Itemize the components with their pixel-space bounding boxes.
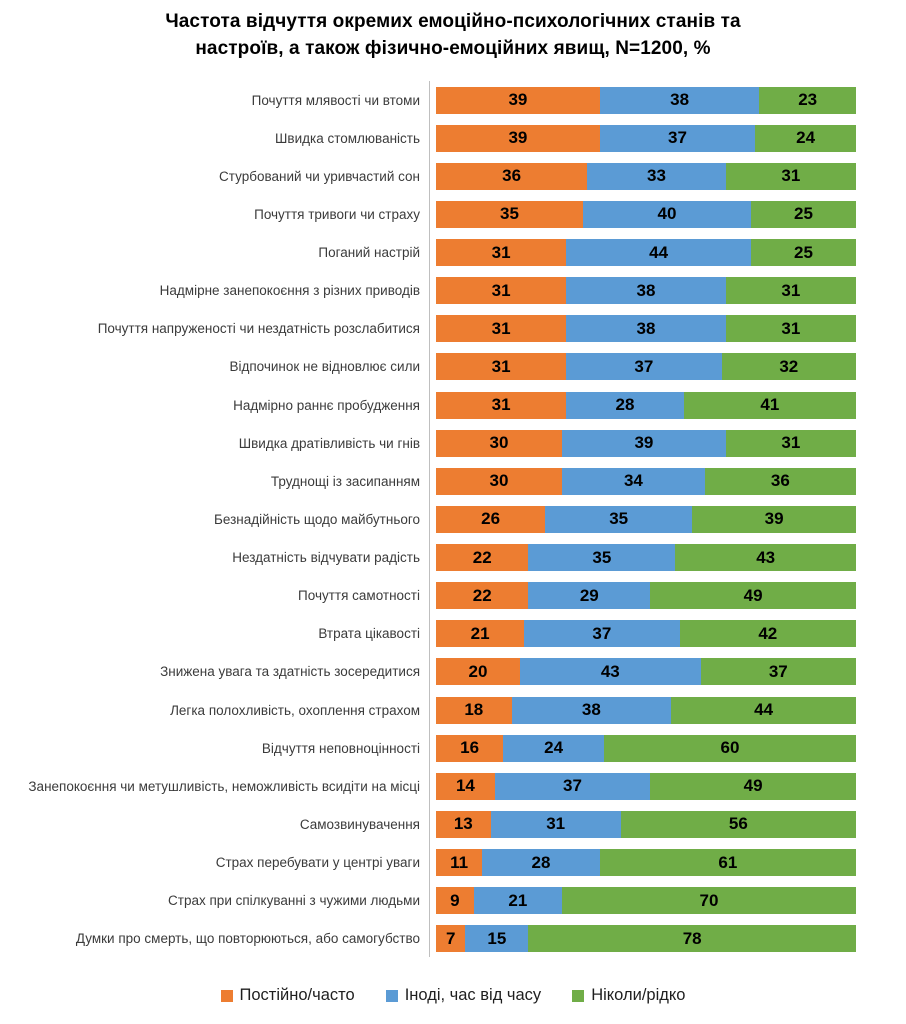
value-label: 20: [468, 661, 488, 681]
bar-segment-never-rarely: [722, 353, 856, 380]
chart-row: [0, 577, 906, 615]
legend-item-never-rarely: [572, 986, 685, 1005]
chart-row: [0, 386, 906, 424]
bar-track: [436, 849, 856, 876]
value-label: 35: [500, 204, 519, 224]
category-label: Страх при спілкуванні з чужими людьми: [168, 893, 420, 909]
value-label: 37: [668, 128, 687, 148]
chart-row: [0, 882, 906, 920]
bar-segment-never-rarely: [600, 849, 856, 876]
bar-segment-sometimes: [562, 430, 726, 457]
value-label: 38: [670, 90, 690, 110]
value-label: 18: [464, 700, 484, 720]
bar-track: [436, 239, 856, 266]
legend-label: Ніколи/рідко: [591, 986, 686, 1004]
value-label: 24: [544, 738, 564, 758]
bar-segment-constantly-often: [436, 849, 482, 876]
bar-segment-constantly-often: [436, 239, 566, 266]
bar-segment-never-rarely: [671, 697, 856, 724]
bar-track: [436, 658, 856, 685]
bar-segment-constantly-often: [436, 582, 528, 609]
bar-segment-constantly-often: [436, 811, 491, 838]
bar-segment-sometimes: [566, 315, 726, 342]
bar-segment-constantly-often: [436, 773, 495, 800]
bar-track: [436, 353, 856, 380]
bar-segment-never-rarely: [650, 773, 856, 800]
legend: [0, 986, 906, 1005]
bar-track: [436, 620, 856, 647]
value-label: 61: [718, 852, 738, 872]
bar-segment-constantly-often: [436, 87, 600, 114]
bar-segment-sometimes: [566, 239, 751, 266]
category-label: Занепокоєння чи метушливість, неможливість всидіти на місці: [28, 778, 420, 794]
bar-segment-sometimes: [474, 887, 562, 914]
bar-segment-constantly-often: [436, 353, 566, 380]
bar-track: [436, 163, 856, 190]
bar-track: [436, 201, 856, 228]
chart-title: [0, 8, 906, 62]
value-label: 33: [647, 166, 666, 186]
value-label: 31: [546, 814, 566, 834]
category-label: Знижена увага та здатність зосередитися: [160, 664, 420, 680]
value-label: 34: [623, 471, 643, 491]
chart-row: [0, 119, 906, 157]
legend-swatch-never-rarely: [572, 990, 584, 1002]
bar-segment-never-rarely: [726, 163, 856, 190]
value-label: 31: [781, 166, 801, 186]
chart-row: [0, 234, 906, 272]
chart-row: [0, 157, 906, 195]
chart-row: [0, 653, 906, 691]
value-label: 9: [450, 890, 460, 910]
chart-row: [0, 348, 906, 386]
value-label: 37: [768, 661, 788, 681]
legend-label: Постійно/часто: [239, 986, 355, 1004]
bar-segment-never-rarely: [726, 315, 856, 342]
value-label: 39: [508, 128, 528, 148]
legend-item-constantly-often: [221, 986, 355, 1005]
bar-track: [436, 392, 856, 419]
bar-track: [436, 125, 856, 152]
bar-segment-sometimes: [583, 201, 751, 228]
value-label: 37: [634, 356, 654, 376]
bar-segment-constantly-often: [436, 315, 566, 342]
bar-segment-constantly-often: [436, 201, 583, 228]
chart-row: [0, 81, 906, 119]
bar-segment-sometimes: [528, 582, 650, 609]
chart-row: [0, 691, 906, 729]
bar-segment-sometimes: [600, 125, 755, 152]
category-label: Надмірно раннє пробудження: [233, 397, 420, 413]
bar-track: [436, 887, 856, 914]
bar-segment-never-rarely: [701, 658, 856, 685]
bar-segment-never-rarely: [650, 582, 856, 609]
bar-segment-never-rarely: [751, 201, 856, 228]
value-label: 39: [764, 509, 784, 529]
value-label: 31: [491, 318, 511, 338]
value-label: 28: [531, 852, 551, 872]
bar-segment-constantly-often: [436, 887, 474, 914]
value-label: 36: [770, 471, 790, 491]
value-label: 31: [491, 280, 511, 300]
value-label: 7: [445, 928, 456, 948]
category-label: Нездатність відчувати радість: [232, 550, 420, 566]
bar-segment-never-rarely: [726, 430, 856, 457]
value-label: 60: [720, 738, 740, 758]
category-label: Втрата цікавості: [318, 626, 420, 642]
value-label: 22: [472, 547, 492, 567]
category-label: Страх перебувати у центрі уваги: [215, 855, 420, 871]
value-label: 37: [563, 776, 582, 796]
bar-segment-sometimes: [587, 163, 726, 190]
value-label: 56: [728, 814, 748, 834]
bar-track: [436, 430, 856, 457]
value-label: 25: [794, 204, 813, 224]
bar-segment-never-rarely: [680, 620, 856, 647]
category-label: Відчуття неповноцінності: [261, 740, 420, 756]
bar-segment-sometimes: [491, 811, 621, 838]
category-label: Безнадійність щодо майбутнього: [214, 511, 420, 527]
value-label: 11: [450, 852, 469, 872]
value-label: 29: [579, 585, 599, 605]
bar-segment-never-rarely: [684, 392, 856, 419]
bar-segment-never-rarely: [562, 887, 856, 914]
value-label: 31: [491, 395, 511, 415]
bar-segment-sometimes: [512, 697, 672, 724]
value-label: 43: [600, 661, 620, 681]
category-label: Самозвинувачення: [299, 816, 420, 832]
value-label: 30: [489, 471, 509, 491]
value-label: 30: [489, 433, 509, 453]
value-label: 31: [491, 356, 511, 376]
value-label: 14: [455, 776, 475, 796]
bar-track: [436, 735, 856, 762]
bar-segment-sometimes: [566, 353, 721, 380]
category-axis-line: [429, 81, 430, 957]
bar-segment-sometimes: [482, 849, 600, 876]
chart-row: [0, 310, 906, 348]
chart-row: [0, 844, 906, 882]
value-label: 24: [796, 128, 816, 148]
bar-track: [436, 506, 856, 533]
bar-track: [436, 277, 856, 304]
chart-row: [0, 767, 906, 805]
value-label: 25: [794, 242, 813, 262]
value-label: 36: [502, 166, 522, 186]
value-label: 40: [657, 204, 677, 224]
chart-row: [0, 539, 906, 577]
legend-swatch-constantly-often: [221, 990, 233, 1002]
value-label: 26: [481, 509, 501, 529]
bar-segment-constantly-often: [436, 697, 512, 724]
value-label: 39: [508, 90, 528, 110]
category-label: Почуття самотності: [298, 588, 420, 604]
category-label: Швидка дратівливість чи гнів: [238, 435, 420, 451]
bar-track: [436, 544, 856, 571]
value-label: 22: [472, 585, 492, 605]
bar-segment-never-rarely: [528, 925, 856, 952]
chart-row: [0, 805, 906, 843]
category-label: Думки про смерть, що повторюються, або самогубство: [75, 931, 420, 947]
chart-row: [0, 729, 906, 767]
bar-segment-sometimes: [562, 468, 705, 495]
chart-row: [0, 195, 906, 233]
value-label: 21: [508, 890, 528, 910]
bar-track: [436, 811, 856, 838]
value-label: 38: [636, 280, 656, 300]
bar-track: [436, 773, 856, 800]
bar-segment-sometimes: [545, 506, 692, 533]
category-label: Відпочинок не відновлює сили: [229, 359, 420, 375]
bar-segment-constantly-often: [436, 277, 566, 304]
bar-segment-never-rarely: [726, 277, 856, 304]
bar-segment-sometimes: [528, 544, 675, 571]
bar-segment-sometimes: [495, 773, 650, 800]
bar-segment-never-rarely: [755, 125, 856, 152]
bar-track: [436, 87, 856, 114]
bar-segment-constantly-often: [436, 468, 562, 495]
value-label: 31: [781, 433, 801, 453]
legend-label: Іноді, час від часу: [404, 986, 542, 1004]
bar-segment-sometimes: [566, 277, 726, 304]
value-label: 49: [743, 776, 763, 796]
bar-segment-never-rarely: [692, 506, 856, 533]
bar-segment-constantly-often: [436, 430, 562, 457]
bar-segment-constantly-often: [436, 506, 545, 533]
value-label: 41: [760, 395, 780, 415]
bar-segment-never-rarely: [759, 87, 856, 114]
bar-segment-never-rarely: [705, 468, 856, 495]
value-label: 44: [754, 700, 774, 720]
value-label: 49: [743, 585, 763, 605]
value-label: 21: [470, 623, 490, 643]
chart-row: [0, 272, 906, 310]
bar-segment-sometimes: [520, 658, 701, 685]
value-label: 15: [487, 928, 507, 948]
bar-segment-sometimes: [503, 735, 604, 762]
category-label: Легка полохливість, охоплення страхом: [170, 702, 420, 718]
bar-segment-sometimes: [566, 392, 684, 419]
value-label: 13: [453, 814, 473, 834]
legend-item-sometimes: [386, 986, 542, 1005]
bar-segment-never-rarely: [751, 239, 856, 266]
chart-row: [0, 615, 906, 653]
bar-segment-constantly-often: [436, 392, 566, 419]
value-label: 16: [460, 738, 480, 758]
value-label: 35: [592, 547, 612, 567]
bar-track: [436, 925, 856, 952]
bar-track: [436, 468, 856, 495]
value-label: 35: [609, 509, 629, 529]
chart-row: [0, 920, 906, 958]
value-label: 23: [798, 90, 818, 110]
value-label: 28: [615, 395, 635, 415]
chart-row: [0, 424, 906, 462]
bar-segment-constantly-often: [436, 125, 600, 152]
category-label: Надмірне занепокоєння з різних приводів: [159, 283, 420, 299]
bar-segment-never-rarely: [675, 544, 856, 571]
value-label: 38: [581, 700, 601, 720]
bar-segment-sometimes: [600, 87, 760, 114]
bar-segment-sometimes: [524, 620, 679, 647]
bar-segment-constantly-often: [436, 544, 528, 571]
category-label: Почуття млявості чи втоми: [251, 92, 420, 108]
value-label: 31: [781, 280, 801, 300]
chart-row: [0, 500, 906, 538]
chart-row: [0, 462, 906, 500]
bar-segment-sometimes: [465, 925, 528, 952]
bar-segment-constantly-often: [436, 163, 587, 190]
stacked-bar-chart: [0, 81, 906, 958]
bar-segment-never-rarely: [621, 811, 856, 838]
category-label: Почуття напруженості чи нездатність розслабитися: [97, 321, 420, 337]
value-label: 42: [758, 623, 778, 643]
category-label: Почуття тривоги чи страху: [254, 206, 420, 222]
value-label: 31: [491, 242, 511, 262]
value-label: 39: [634, 433, 654, 453]
bar-segment-constantly-often: [436, 658, 520, 685]
category-label: Стурбований чи уривчастий сон: [219, 168, 420, 184]
value-label: 43: [756, 547, 776, 567]
bar-segment-constantly-often: [436, 735, 503, 762]
bar-track: [436, 582, 856, 609]
value-label: 37: [592, 623, 612, 643]
bar-track: [436, 697, 856, 724]
bar-segment-constantly-often: [436, 620, 524, 647]
bar-track: [436, 315, 856, 342]
chart-title-line2: настроїв, а також фізично-емоційних явищ, N=1200, %: [195, 38, 711, 59]
value-label: 38: [636, 318, 656, 338]
value-label: 70: [699, 890, 719, 910]
category-label: Поганий настрій: [318, 245, 420, 261]
value-label: 32: [779, 356, 799, 376]
value-label: 78: [682, 928, 702, 948]
category-label: Труднощі із засипанням: [270, 473, 420, 489]
bar-segment-never-rarely: [604, 735, 856, 762]
bar-segment-constantly-often: [436, 925, 465, 952]
chart-title-line1: Частота відчуття окремих емоційно-психологічних станів та: [165, 11, 741, 32]
value-label: 31: [781, 318, 801, 338]
value-label: 44: [649, 242, 669, 262]
category-label: Швидка стомлюваність: [275, 130, 420, 146]
legend-swatch-sometimes: [386, 990, 398, 1002]
